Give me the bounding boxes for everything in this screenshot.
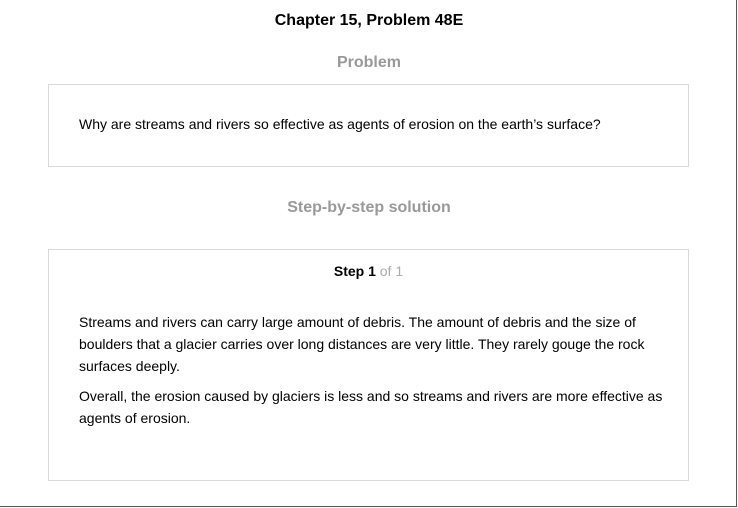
step-paragraph: Overall, the erosion caused by glaciers is less and so streams and rivers are more effective as agents of erosion. (79, 388, 663, 426)
step-label: Step 1 (333, 263, 376, 279)
page-title: Chapter 15, Problem 48E (274, 12, 464, 29)
step-box (48, 249, 689, 481)
step-header (49, 263, 688, 279)
problem-text: Why are streams and rivers so effective as agents of erosion on the earth’s surface? (79, 116, 601, 132)
step-body (79, 311, 669, 437)
problem-heading: Problem (336, 54, 401, 71)
step-count: of 1 (379, 263, 404, 279)
step-paragraph: Streams and rivers can carry large amount of debris. The amount of debris and the size of boulders that a glacier carries over long distances are very little. They rarely gouge the rock surfaces deeply. (79, 314, 645, 374)
problem-box (48, 84, 689, 167)
solution-heading: Step-by-step solution (287, 199, 451, 216)
